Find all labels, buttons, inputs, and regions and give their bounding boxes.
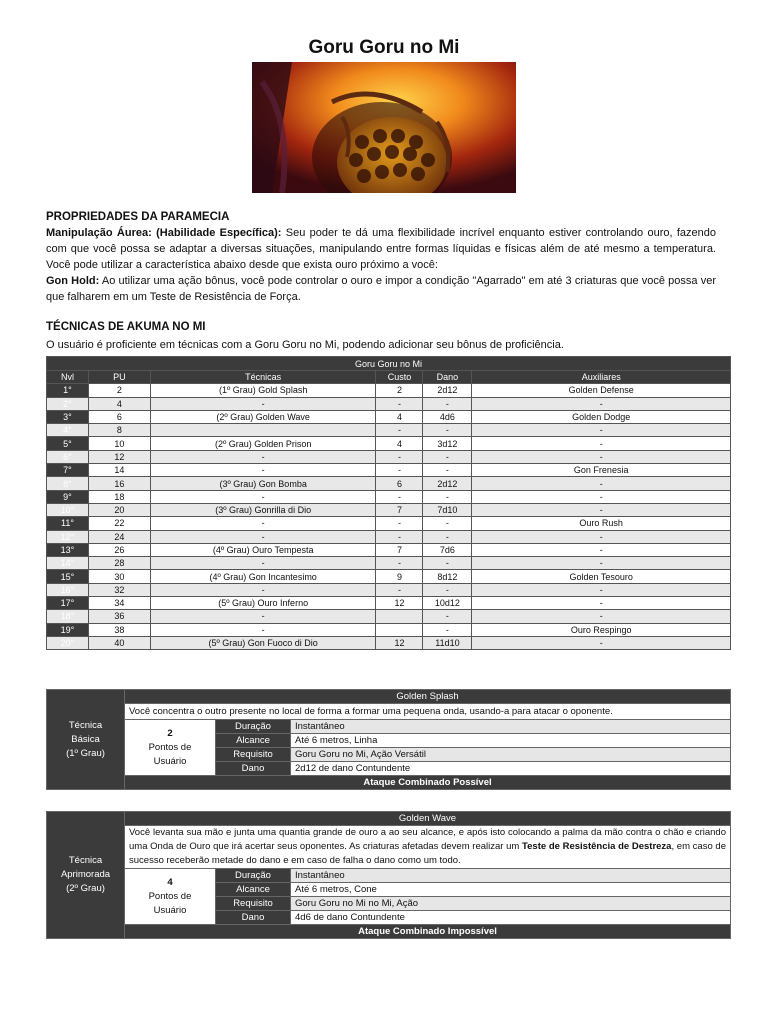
table-cell: 6° [47, 450, 89, 463]
table-cell: - [150, 583, 376, 596]
table-cell: Ouro Respingo [472, 623, 731, 636]
page-title: Goru Goru no Mi [308, 37, 460, 58]
table-cell: Golden Tesouro [472, 570, 731, 583]
table-cell: 12° [47, 530, 89, 543]
requirement-value: Goru Goru no Mi no Mi, Ação [291, 897, 731, 911]
table-cell: 26 [88, 543, 150, 556]
table-cell: - [472, 530, 731, 543]
damage-label: Dano [216, 911, 291, 925]
table-cell: - [423, 517, 472, 530]
table-row [47, 557, 731, 570]
table-row [47, 597, 731, 610]
table-row [47, 517, 731, 530]
table-cell: - [376, 450, 423, 463]
table-cell: 8 [88, 424, 150, 437]
table-cell: 24 [88, 530, 150, 543]
table-row [47, 530, 731, 543]
table-cell: 11d10 [423, 636, 472, 649]
table-row [47, 464, 731, 477]
table-cell: (4º Grau) Ouro Tempesta [150, 543, 376, 556]
table-cell: 13° [47, 543, 89, 556]
table-cell: 4d6 [423, 410, 472, 423]
technique-description: Você concentra o outro presente no local de forma a formar uma pequena onda, usando-a para atacar o oponente. [125, 704, 731, 720]
table-cell: 40 [88, 636, 150, 649]
table-row [47, 636, 731, 649]
table-cell: - [150, 610, 376, 623]
gon-hold-label: Gon Hold: [46, 275, 100, 287]
table-cell: (2º Grau) Golden Prison [150, 437, 376, 450]
table-cell: 19° [47, 623, 89, 636]
table-cell: - [150, 517, 376, 530]
table-cell: - [472, 636, 731, 649]
technique-description: Você levanta sua mão e junta uma quantia grande de ouro a ao seu alcance, e após isto colocando a palma da mão contra o chão e criando uma Onda de Ouro que irá acertar seus oponentes. As criaturas afetadas devem realizar um Teste de Resistência de Destreza, em caso de sucesso receberão metade do dano e em caso de falha o dano como um todo. [125, 826, 731, 869]
table-row [47, 583, 731, 596]
table-cell: 2 [376, 384, 423, 397]
table-cell: (3º Grau) Gonrilla di Dio [150, 503, 376, 516]
table-cell: - [376, 490, 423, 503]
gon-hold-text: Ao utilizar uma ação bônus, você pode controlar o ouro e impor a condição "Agarrado" em até 3 criaturas que você possa ver que falharem em um Teste de Resistência de Força. [46, 275, 716, 303]
table-cell: 12 [376, 597, 423, 610]
table-row [47, 543, 731, 556]
table-cell: - [423, 450, 472, 463]
table-cell: - [423, 623, 472, 636]
duration-label: Duração [216, 720, 291, 734]
table-cell: 16 [88, 477, 150, 490]
table-cell: 30 [88, 570, 150, 583]
column-header: PU [88, 371, 150, 384]
table-cell: - [376, 557, 423, 570]
table-cell: 10° [47, 503, 89, 516]
table-cell: 7 [376, 543, 423, 556]
table-cell: - [423, 424, 472, 437]
table-cell: 12 [376, 636, 423, 649]
table-cell: - [472, 424, 731, 437]
table-row [47, 397, 731, 410]
duration-value: Instantâneo [291, 869, 731, 883]
table-cell: - [376, 464, 423, 477]
table-cell: - [376, 583, 423, 596]
table-cell: - [150, 450, 376, 463]
table-cell: Gon Frenesia [472, 464, 731, 477]
table-cell: - [472, 557, 731, 570]
duration-label: Duração [216, 869, 291, 883]
table-cell: 36 [88, 610, 150, 623]
table-cell: 3° [47, 410, 89, 423]
table-cell: 16° [47, 583, 89, 596]
table-cell: 2d12 [423, 384, 472, 397]
table-caption: Goru Goru no Mi [47, 357, 731, 371]
table-row [47, 384, 731, 397]
damage-value: 2d12 de dano Contundente [291, 762, 731, 776]
column-header: Auxiliares [472, 371, 731, 384]
table-cell: 4 [376, 410, 423, 423]
table-cell: - [472, 477, 731, 490]
table-cell: - [150, 530, 376, 543]
table-cell: 28 [88, 557, 150, 570]
table-cell: 2° [47, 397, 89, 410]
table-cell: 12 [88, 450, 150, 463]
table-cell: Ouro Rush [472, 517, 731, 530]
table-cell [376, 610, 423, 623]
technique-footer: Ataque Combinado Impossível [125, 925, 731, 939]
table-cell: 18 [88, 490, 150, 503]
requirement-label: Requisito [216, 748, 291, 762]
range-label: Alcance [216, 734, 291, 748]
damage-label: Dano [216, 762, 291, 776]
properties-heading: PROPRIEDADES DA PARAMECIA [46, 211, 230, 223]
table-cell: - [376, 424, 423, 437]
technique-tier: Técnica Básica (1º Grau) [47, 690, 125, 790]
range-value: Até 6 metros, Linha [291, 734, 731, 748]
table-cell: - [423, 610, 472, 623]
table-cell: (1º Grau) Gold Splash [150, 384, 376, 397]
table-cell: - [472, 597, 731, 610]
table-cell: 2d12 [423, 477, 472, 490]
table-cell: 6 [88, 410, 150, 423]
technique-name: Golden Splash [125, 690, 731, 704]
table-cell: 34 [88, 597, 150, 610]
table-cell: 22 [88, 517, 150, 530]
duration-value: Instantâneo [291, 720, 731, 734]
table-cell: - [472, 503, 731, 516]
table-cell: 4 [376, 437, 423, 450]
table-cell: 10d12 [423, 597, 472, 610]
table-row [47, 610, 731, 623]
technique-cost: 4 Pontos de Usuário [125, 869, 216, 925]
table-cell: - [472, 543, 731, 556]
technique-tier: Técnica Aprimorada (2º Grau) [47, 812, 125, 939]
techniques-intro: O usuário é proficiente em técnicas com a Goru Goru no Mi, podendo adicionar seu bônus de proficiência. [46, 339, 564, 351]
range-value: Até 6 metros, Cone [291, 883, 731, 897]
table-cell: (5º Grau) Gon Fuoco di Dio [150, 636, 376, 649]
table-cell [150, 424, 376, 437]
table-cell: - [472, 583, 731, 596]
table-cell: 18° [47, 610, 89, 623]
techniques-heading: TÉCNICAS DE AKUMA NO MI [46, 321, 206, 333]
table-cell [376, 623, 423, 636]
table-cell: - [472, 397, 731, 410]
table-cell: 38 [88, 623, 150, 636]
table-cell: (3º Grau) Gon Bomba [150, 477, 376, 490]
properties-text [46, 225, 716, 305]
requirement-value: Goru Goru no Mi, Ação Versátil [291, 748, 731, 762]
table-row [47, 477, 731, 490]
table-cell: - [150, 464, 376, 477]
technique-card-golden-splash [46, 689, 731, 790]
table-cell: 9° [47, 490, 89, 503]
table-cell: 15° [47, 570, 89, 583]
table-cell: - [472, 490, 731, 503]
technique-name: Golden Wave [125, 812, 731, 826]
range-label: Alcance [216, 883, 291, 897]
table-cell: Golden Defense [472, 384, 731, 397]
technique-card-golden-wave [46, 811, 731, 939]
column-header: Técnicas [150, 371, 376, 384]
column-header: Dano [423, 371, 472, 384]
table-cell: (2º Grau) Golden Wave [150, 410, 376, 423]
table-cell: - [150, 623, 376, 636]
table-cell: 1° [47, 384, 89, 397]
table-cell: - [150, 397, 376, 410]
damage-value: 4d6 de dano Contundente [291, 911, 731, 925]
column-header: Custo [376, 371, 423, 384]
requirement-label: Requisito [216, 897, 291, 911]
table-cell: 6 [376, 477, 423, 490]
technique-footer: Ataque Combinado Possível [125, 776, 731, 790]
table-cell: 20 [88, 503, 150, 516]
table-cell: (4º Grau) Gon Incantesimo [150, 570, 376, 583]
table-cell: 4° [47, 424, 89, 437]
table-cell: 14° [47, 557, 89, 570]
table-cell: - [150, 490, 376, 503]
table-cell: - [472, 450, 731, 463]
table-cell: - [150, 557, 376, 570]
table-cell: 2 [88, 384, 150, 397]
table-row [47, 490, 731, 503]
table-cell: - [472, 610, 731, 623]
ability-label: Manipulação Áurea: (Habilidade Específica): [46, 227, 282, 239]
table-cell: 4 [88, 397, 150, 410]
column-header: Nvl [47, 371, 89, 384]
table-cell: 7° [47, 464, 89, 477]
table-row [47, 424, 731, 437]
table-row [47, 570, 731, 583]
table-cell: (5º Grau) Ouro Inferno [150, 597, 376, 610]
cover-illustration [252, 62, 516, 193]
technique-cost: 2 Pontos de Usuário [125, 720, 216, 776]
table-cell: 11° [47, 517, 89, 530]
table-cell: 7d6 [423, 543, 472, 556]
progression-table [46, 356, 731, 650]
table-row [47, 437, 731, 450]
table-cell: 8° [47, 477, 89, 490]
table-cell: - [423, 557, 472, 570]
table-row [47, 450, 731, 463]
table-cell: - [423, 397, 472, 410]
table-cell: 17° [47, 597, 89, 610]
table-cell: - [376, 517, 423, 530]
table-cell: 10 [88, 437, 150, 450]
ability-text: Seu poder te dá uma flexibilidade incrível enquanto estiver controlando ouro, fazendo com que você possa se adaptar a diversas situações, manipulando entre formas líquidas e físicas além de até mesmo a temperatura. Você pode utilizar a característica abaixo desde que exista ouro próximo a você: [46, 227, 716, 271]
table-row [47, 410, 731, 423]
table-cell: - [472, 437, 731, 450]
table-cell: 7 [376, 503, 423, 516]
table-cell: - [423, 530, 472, 543]
table-cell: 8d12 [423, 570, 472, 583]
table-cell: 14 [88, 464, 150, 477]
table-row [47, 623, 731, 636]
table-cell: 20° [47, 636, 89, 649]
table-cell: 9 [376, 570, 423, 583]
table-cell: - [423, 490, 472, 503]
table-row [47, 503, 731, 516]
table-cell: Golden Dodge [472, 410, 731, 423]
table-cell: 5° [47, 437, 89, 450]
table-cell: 3d12 [423, 437, 472, 450]
table-cell: - [376, 530, 423, 543]
table-cell: 32 [88, 583, 150, 596]
table-cell: 7d10 [423, 503, 472, 516]
table-cell: - [423, 583, 472, 596]
table-cell: - [423, 464, 472, 477]
table-cell: - [376, 397, 423, 410]
